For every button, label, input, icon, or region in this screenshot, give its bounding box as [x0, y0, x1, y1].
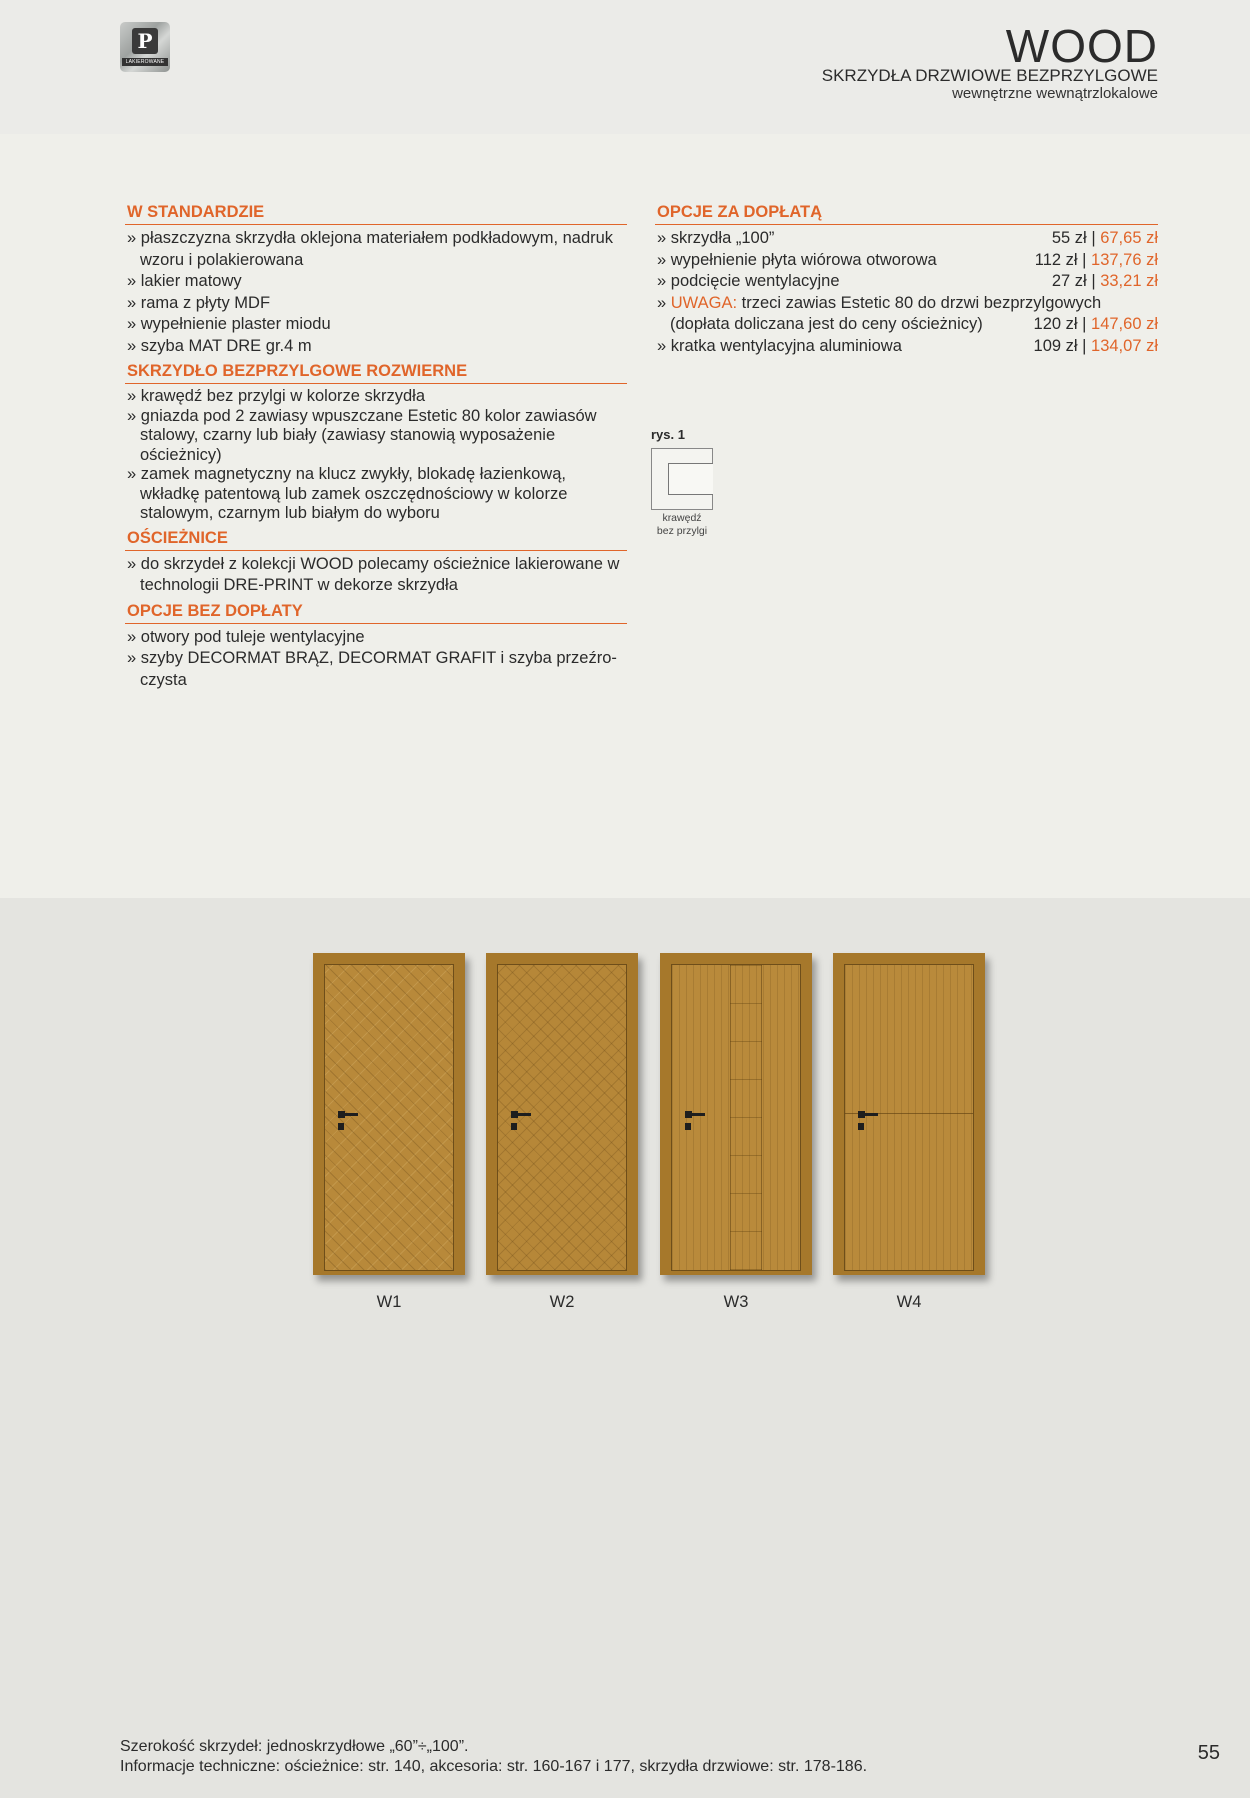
list-item: » płaszczyzna skrzydła oklejona materiałem podkładowym, nadruk wzoru i polakierowana: [125, 228, 627, 271]
list-item: » otwory pod tuleje wentylacyjne: [125, 627, 627, 649]
option-label: » kratka wentylacyjna aluminiowa: [655, 336, 902, 358]
option-price: [1035, 250, 1158, 272]
door-label: W2: [549, 1293, 575, 1311]
door-leaf: [671, 964, 801, 1271]
page-number: 55: [1197, 1742, 1220, 1764]
door-leaf: [497, 964, 627, 1271]
door-handle-icon: [685, 1111, 705, 1131]
option-price: [1052, 271, 1158, 293]
section-title-bez-doplaty: OPCJE BEZ DOPŁATY: [125, 601, 627, 624]
option-label: » wypełnienie płyta wiórowa otworowa: [655, 250, 937, 272]
price-separator: |: [1077, 336, 1092, 355]
price-gross: 33,21 zł: [1100, 272, 1158, 290]
option-label: » podcięcie wentylacyjne: [655, 271, 840, 293]
price-gross: 147,60 zł: [1091, 315, 1158, 333]
section-title-standard: W STANDARDZIE: [125, 202, 627, 225]
price-separator: |: [1077, 315, 1092, 333]
door-w4-image[interactable]: [833, 953, 985, 1275]
collection-subtitle: SKRZYDŁA DRZWIOWE BEZPRZYLGOWE: [821, 66, 1158, 85]
price-net: 55 zł: [1051, 229, 1087, 247]
edge-diagram: [651, 448, 713, 510]
door-label: W1: [376, 1293, 402, 1311]
option-label: » skrzydła „100”: [655, 228, 774, 250]
list-item: » rama z płyty MDF: [125, 293, 627, 315]
page-header: [0, 0, 1250, 134]
section-title-oscieznice: OŚCIEŻNICE: [125, 528, 627, 551]
door-w2-image[interactable]: [486, 953, 638, 1275]
footer-line: Szerokość skrzydeł: jednoskrzydłowe „60”÷„100”.: [120, 1738, 469, 1755]
list-item: » zamek magnetyczny na klucz zwykły, blokadę łazienkową, wkładkę patentową lub zamek oszczędnościowy w kolorze stalowym, czarnym lub białym do wyboru: [125, 465, 627, 524]
edge-diagram-inner: [668, 463, 713, 495]
price-gross: 67,65 zł: [1100, 229, 1158, 247]
uwaga-label: [655, 293, 1101, 315]
door-leaf: [324, 964, 454, 1271]
door-handle-icon: [858, 1111, 878, 1131]
rozwierne-list: [125, 387, 627, 524]
option-price: [1034, 314, 1158, 336]
price-net: 27 zł: [1051, 272, 1087, 290]
door-leaf: [844, 964, 974, 1271]
logo-letter: P: [132, 28, 158, 54]
option-price: [1034, 336, 1158, 358]
figure-label: rys. 1: [651, 427, 685, 442]
bez-doplaty-list: [125, 627, 627, 692]
option-price: [1052, 228, 1158, 250]
door-handle-icon: [511, 1111, 531, 1131]
door-w1-image[interactable]: [313, 953, 465, 1275]
uwaga-row: [655, 293, 1158, 315]
figure-caption-line: krawędź: [662, 512, 702, 524]
collection-title: WOOD: [1005, 20, 1158, 72]
price-net: 120 zł: [1033, 315, 1078, 333]
oscieznice-list: [125, 554, 627, 597]
list-item: » krawędź bez przylgi w kolorze skrzydła: [125, 387, 627, 407]
list-item: » do skrzydeł z kolekcji WOOD polecamy ościeżnice lakierowane w technologii DRE-PRINT w dekorze skrzydła: [125, 554, 627, 597]
price-net: 109 zł: [1033, 336, 1078, 355]
door-handle-icon: [338, 1111, 358, 1131]
list-item: » gniazda pod 2 zawiasy wpuszczane Estetic 80 kolor zawiasów stalowy, czarny lub biały (zawiasy stanowią wyposażenie ościeżnicy): [125, 407, 627, 466]
option-row: [655, 271, 1158, 293]
uwaga-note: (dopłata doliczana jest do ceny ościeżnicy): [670, 315, 983, 333]
option-row: [655, 336, 1158, 358]
footer-line: Informacje techniczne: ościeżnice: str. 140, akcesoria: str. 160-167 i 177, skrzydła drzwiowe: str. 178-186.: [120, 1758, 868, 1775]
collection-subtitle-2: wewnętrzne wewnątrzlokalowe: [952, 85, 1158, 102]
option-row: [655, 250, 1158, 272]
price-net: 112 zł: [1034, 250, 1078, 269]
price-separator: |: [1086, 229, 1101, 247]
left-column: [125, 202, 627, 695]
section-title-rozwierne: SKRZYDŁO BEZPRZYLGOWE ROZWIERNE: [125, 361, 627, 384]
uwaga-prefix: UWAGA:: [670, 293, 738, 312]
footer-notes: [120, 1737, 867, 1777]
list-item: » szyby DECORMAT BRĄZ, DECORMAT GRAFIT i szyba przeźro-czysta: [125, 648, 627, 691]
uwaga-price-row: [655, 314, 1158, 336]
section-title-za-doplata: OPCJE ZA DOPŁATĄ: [655, 202, 1158, 225]
figure-caption-line: bez przylgi: [656, 525, 708, 537]
standard-list: [125, 228, 627, 357]
brand-logo: [120, 22, 170, 72]
price-separator: |: [1086, 272, 1101, 290]
door-band: [730, 965, 762, 1270]
price-gross: 137,76 zł: [1091, 250, 1158, 269]
list-item: » lakier matowy: [125, 271, 627, 293]
list-item: » wypełnienie plaster miodu: [125, 314, 627, 336]
price-separator: |: [1077, 250, 1092, 269]
door-label: W3: [723, 1293, 749, 1311]
uwaga-text: trzeci zawias Estetic 80 do drzwi bezprzylgowych: [737, 293, 1102, 312]
list-item: » szyba MAT DRE gr.4 m: [125, 336, 627, 358]
logo-text: LAKIEROWANE: [122, 58, 168, 66]
door-w3-image[interactable]: [660, 953, 812, 1275]
door-label: W4: [896, 1293, 922, 1311]
right-column: [655, 202, 1158, 357]
price-gross: 134,07 zł: [1091, 336, 1158, 355]
option-row: [655, 228, 1158, 250]
figure-caption: [640, 512, 724, 538]
